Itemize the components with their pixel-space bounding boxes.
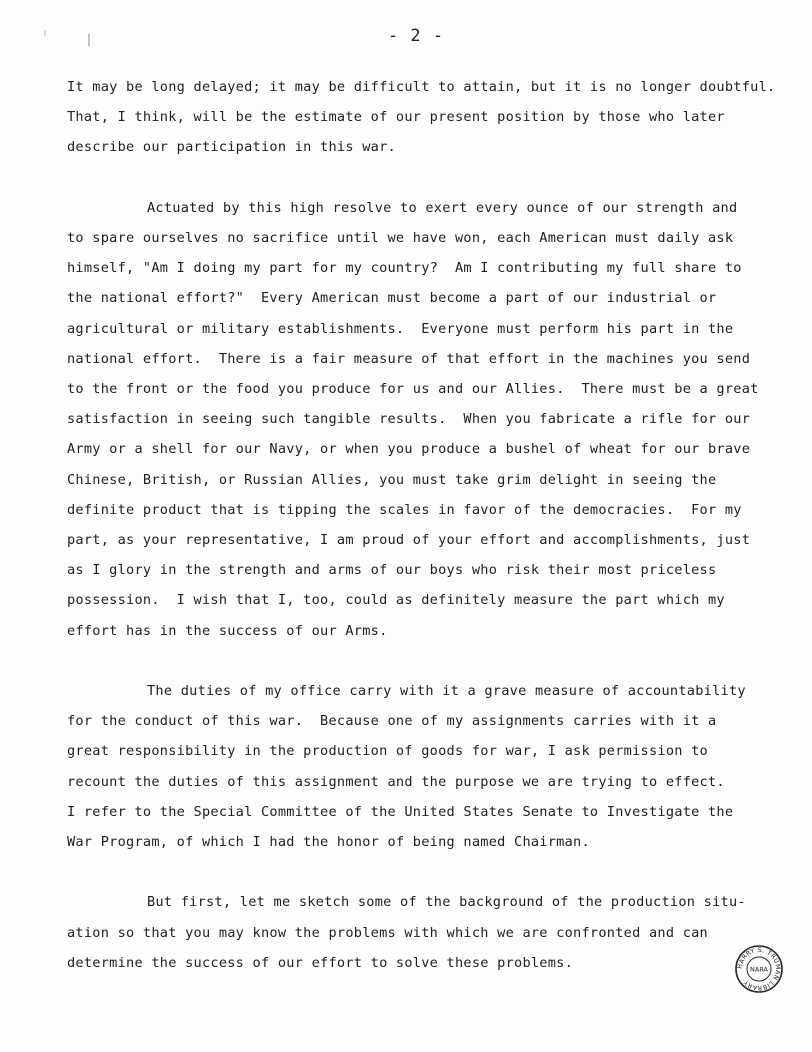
text-line: ation so that you may know the problems with which we are confronted and can bbox=[67, 924, 708, 941]
text-line: effort has in the success of our Arms. bbox=[67, 622, 388, 639]
text-line: Army or a shell for our Navy, or when you produce a bushel of wheat for our brave bbox=[67, 441, 751, 458]
text-line: It may be long delayed; it may be difficult to attain, but it is no longer doubtful. bbox=[67, 79, 776, 95]
text-line: part, as your representative, I am proud of your effort and accomplishments, just bbox=[67, 532, 751, 549]
paragraph-4 bbox=[67, 887, 787, 978]
text-line: as I glory in the strength and arms of our boys who risk their most priceless bbox=[67, 562, 717, 579]
text-line: possession. I wish that I, too, could as definitely measure the part which my bbox=[67, 592, 725, 609]
stamp-center-text: NARA bbox=[749, 965, 769, 974]
text-line: That, I think, will be the estimate of our present position by those who later bbox=[67, 109, 725, 126]
stamp-seal-icon bbox=[734, 944, 784, 994]
text-line: determine the success of our effort to solve these problems. bbox=[67, 954, 574, 971]
text-line: War Program, of which I had the honor of being named Chairman. bbox=[67, 834, 590, 851]
paragraph-3 bbox=[67, 676, 787, 857]
page-number: - 2 - bbox=[387, 26, 445, 46]
paragraph-1 bbox=[67, 72, 787, 163]
text-line: agricultural or military establishments. Everyone must perform his part in the bbox=[67, 320, 734, 337]
text-line: But first, let me sketch some of the background of the production situ- bbox=[147, 894, 746, 911]
text-line: recount the duties of this assignment and the purpose we are trying to effect. bbox=[67, 773, 725, 790]
text-line: Actuated by this high resolve to exert every ounce of our strength and bbox=[147, 199, 738, 216]
text-line: himself, "Am I doing my part for my country? Am I contributing my full share to bbox=[67, 260, 742, 277]
stamp-outer-text: HARRY S. TRUMAN LIBRARY bbox=[736, 946, 782, 992]
text-line: the national effort?" Every American must become a part of our industrial or bbox=[67, 290, 717, 307]
text-line: definite product that is tipping the scales in favor of the democracies. For my bbox=[67, 501, 742, 518]
library-stamp bbox=[734, 944, 784, 994]
paragraph-2 bbox=[67, 193, 787, 646]
text-line: for the conduct of this war. Because one of my assignments carries with it a bbox=[67, 713, 717, 730]
text-line: great responsibility in the production of goods for war, I ask permission to bbox=[67, 743, 708, 760]
text-line: satisfaction in seeing such tangible results. When you fabricate a rifle for our bbox=[67, 411, 751, 428]
document-body bbox=[67, 72, 787, 1008]
text-line: The duties of my office carry with it a grave measure of accountability bbox=[147, 683, 746, 700]
text-line: to spare ourselves no sacrifice until we have won, each American must daily ask bbox=[67, 230, 734, 246]
text-line: describe our participation in this war. bbox=[67, 139, 396, 156]
text-line: Chinese, British, or Russian Allies, you must take grim delight in seeing the bbox=[67, 471, 717, 488]
text-line: national effort. There is a fair measure of that effort in the machines you send bbox=[67, 350, 751, 367]
text-line: I refer to the Special Committee of the United States Senate to Investigate the bbox=[67, 803, 734, 820]
text-line: to the front or the food you produce for us and our Allies. There must be a great bbox=[67, 381, 759, 398]
